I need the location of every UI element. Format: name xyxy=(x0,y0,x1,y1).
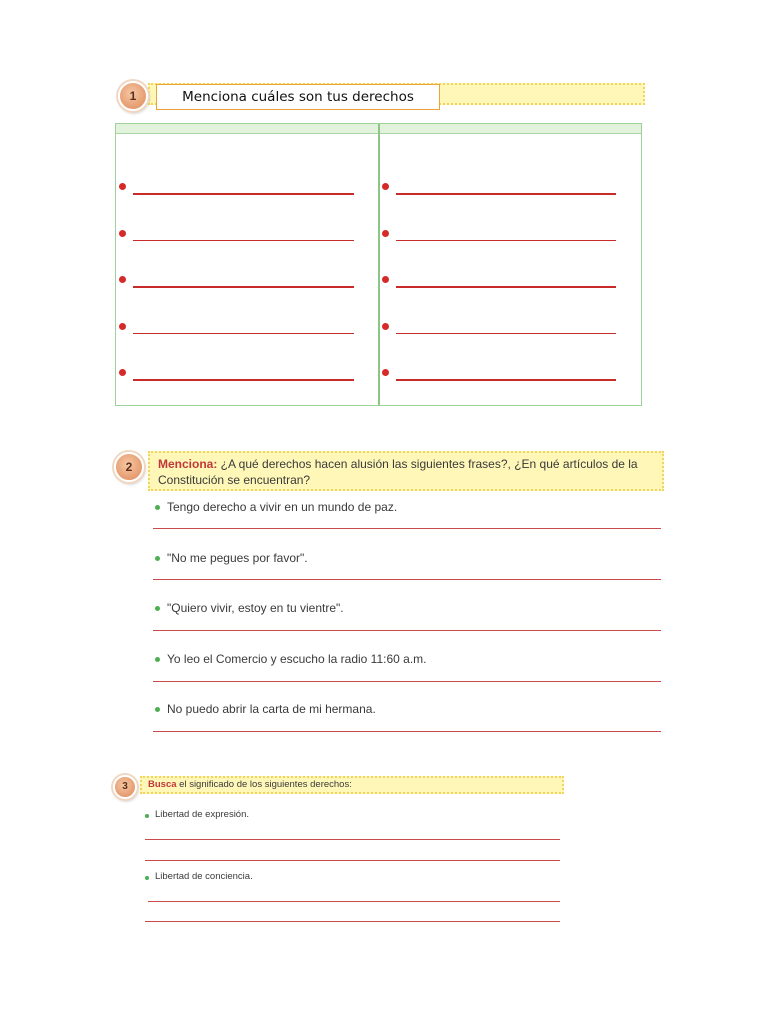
section3-number-badge: 3 xyxy=(113,775,137,799)
right-answer-line[interactable] xyxy=(133,240,354,242)
rights-table xyxy=(115,123,642,406)
section2-item-text: Tengo derecho a vivir en un mundo de paz. xyxy=(167,500,398,514)
right-answer-line[interactable] xyxy=(133,286,354,288)
answer-line[interactable] xyxy=(153,630,661,631)
bullet-icon xyxy=(382,183,389,190)
bullet-icon xyxy=(382,230,389,237)
bullet-icon xyxy=(145,814,149,818)
bullet-icon xyxy=(382,323,389,330)
section2-number-badge: 2 xyxy=(114,452,144,482)
right-answer-line[interactable] xyxy=(396,333,616,335)
section3-item-text: Libertad de conciencia. xyxy=(155,871,253,882)
right-answer-line[interactable] xyxy=(396,286,616,288)
answer-line[interactable] xyxy=(153,681,661,682)
bullet-icon xyxy=(382,276,389,283)
section2-item-text: "No me pegues por favor". xyxy=(167,551,308,565)
section2-prompt xyxy=(158,456,678,488)
bullet-icon xyxy=(119,230,126,237)
section2-item-text: "Quiero vivir, estoy en tu vientre". xyxy=(167,601,344,615)
bullet-icon xyxy=(119,183,126,190)
answer-line[interactable] xyxy=(145,860,560,861)
section3-keyword: Busca xyxy=(148,779,177,790)
right-answer-line[interactable] xyxy=(133,379,354,381)
answer-line[interactable] xyxy=(153,731,661,732)
section3-item-text: Libertad de expresión. xyxy=(155,809,250,820)
right-answer-line[interactable] xyxy=(133,333,354,335)
right-answer-line[interactable] xyxy=(396,379,616,381)
answer-line[interactable] xyxy=(153,528,661,529)
section2-item-text: No puedo abrir la carta de mi hermana. xyxy=(167,702,376,716)
bullet-icon xyxy=(155,707,160,712)
rights-table-divider xyxy=(378,124,380,405)
bullet-icon xyxy=(382,369,389,376)
answer-line[interactable] xyxy=(145,921,560,922)
bullet-icon xyxy=(155,505,160,510)
bullet-icon xyxy=(155,606,160,611)
bullet-icon xyxy=(119,276,126,283)
section2-keyword: Menciona: xyxy=(158,457,218,471)
bullet-icon xyxy=(119,369,126,376)
answer-line[interactable] xyxy=(148,901,560,902)
bullet-icon xyxy=(155,657,160,662)
section2-item-text: Yo leo el Comercio y escucho la radio 11:60 a.m. xyxy=(167,652,427,666)
section2-question: ¿A qué derechos hacen alusión las siguientes frases?, ¿En qué artículos de la Constitución se encuentran? xyxy=(158,457,638,487)
section1-number-badge: 1 xyxy=(118,81,148,111)
bullet-icon xyxy=(119,323,126,330)
right-answer-line[interactable] xyxy=(396,193,616,195)
section3-prompt xyxy=(148,779,352,790)
right-answer-line[interactable] xyxy=(396,240,616,242)
answer-line[interactable] xyxy=(153,579,661,580)
answer-line[interactable] xyxy=(145,839,560,840)
bullet-icon xyxy=(155,556,160,561)
right-answer-line[interactable] xyxy=(133,193,354,195)
bullet-icon xyxy=(145,876,149,880)
section3-question: el significado de los siguientes derechos: xyxy=(176,779,352,790)
section1-title: Menciona cuáles son tus derechos xyxy=(156,84,440,110)
